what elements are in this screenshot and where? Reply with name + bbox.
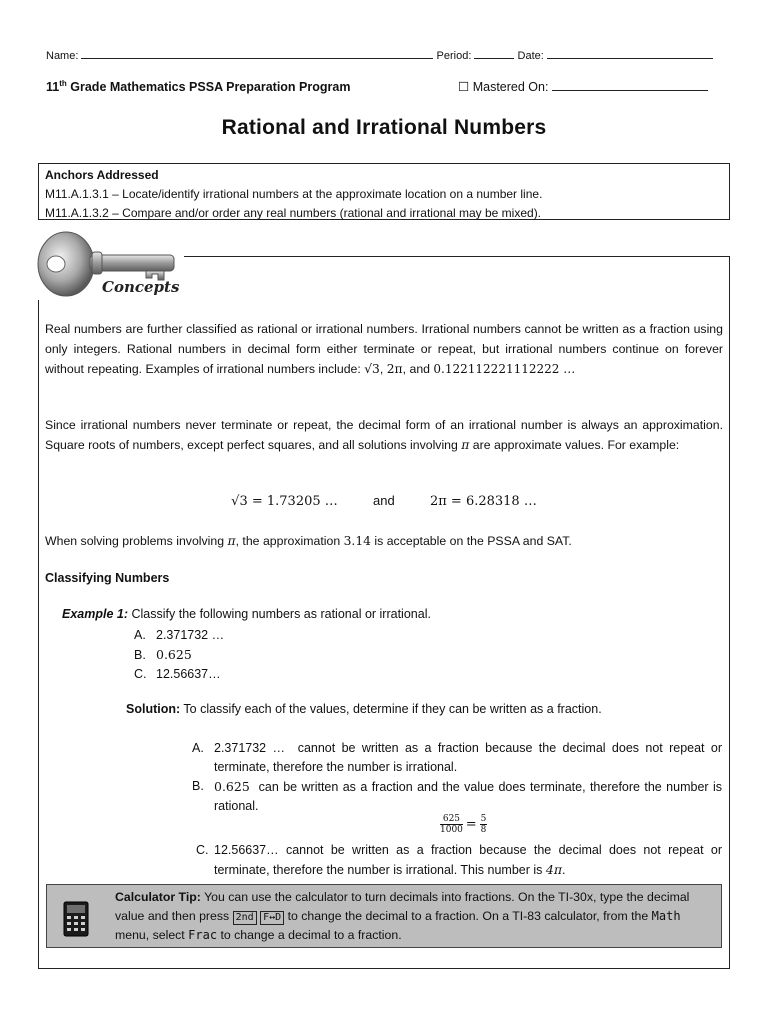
anchors-heading: Anchors Addressed xyxy=(45,168,159,182)
anchors-box xyxy=(38,163,730,220)
solution-b-text: can be written as a fraction and the value does terminate, therefore the number is rational. xyxy=(214,780,722,813)
fraction-numerator-2: 5 xyxy=(480,814,487,824)
mastered-checkbox[interactable]: ☐ xyxy=(458,80,470,94)
equation-and: and xyxy=(373,493,395,508)
para2-text: Since irrational numbers never terminate or repeat, the decimal form of an irrational number is always an approximation. Square roots of numbers, except perfect squares, and all solutions involving xyxy=(45,418,723,452)
anchor-item-1: M11.A.1.3.1 – Locate/identify irrational numbers at the approximate location on a number line. xyxy=(45,187,543,201)
paragraph-pi-approximation xyxy=(45,531,723,551)
name-line xyxy=(46,47,713,62)
date-label: Date: xyxy=(517,50,544,62)
solution-a-body xyxy=(214,739,722,777)
anchor-item-2: M11.A.1.3.2 – Compare and/or order any real numbers (rational and irrational may be mixed). xyxy=(45,206,542,220)
grade-suffix: th xyxy=(59,79,67,88)
list-item xyxy=(134,645,224,665)
mastered-label: Mastered On: xyxy=(472,80,549,94)
tip-math-menu: Math xyxy=(651,909,681,923)
paragraph-approximation xyxy=(45,415,723,455)
example-2pi: 2π xyxy=(386,362,403,376)
program-name: Grade Mathematics PSSA Preparation Program xyxy=(70,80,351,95)
fraction-denominator-1: 1000 xyxy=(440,825,463,835)
solution-a-value: 2.371732 … xyxy=(214,741,285,755)
tip-text4: to change a decimal to a fraction. xyxy=(220,928,402,942)
calculator-tip xyxy=(46,884,722,948)
item-value: 12.56637… xyxy=(156,667,221,681)
solution-c-4pi: 4π xyxy=(545,862,563,877)
pi-symbol: π xyxy=(461,438,470,452)
solution-c-period: . xyxy=(562,863,566,877)
period-blank[interactable] xyxy=(474,47,514,59)
approximation-equations xyxy=(0,493,768,509)
page-title: Rational and Irrational Numbers xyxy=(221,116,547,139)
solution-c-letter: C. xyxy=(196,843,209,857)
para1-text: Real numbers are further classified as rational or irrational numbers. Irrational numbers cannot be written as a fraction using only integers. Rational numbers in decimal form either terminate or repeat, but irrational numbers continue on forever without repeating. Examples of irrational numbers include: xyxy=(45,322,723,376)
fraction-denominator-2: 8 xyxy=(480,825,487,835)
solution-text: To classify each of the values, determine if they can be written as a fraction. xyxy=(183,702,602,716)
solution-c-text: cannot be written as a fraction because the decimal does not repeat or terminate, therefore the number is irrational. This number is xyxy=(214,843,722,877)
date-blank[interactable] xyxy=(547,47,713,59)
solution-c xyxy=(196,841,722,880)
tip-text2: to change the decimal to a fraction. On a TI-83 calculator, from the xyxy=(287,909,649,923)
tip-text3: menu, select xyxy=(115,928,185,942)
fraction-equals: = xyxy=(465,817,477,832)
para2-text2: are approximate values. For example: xyxy=(472,438,680,452)
list-item xyxy=(134,626,224,645)
item-value: 2.371732 … xyxy=(156,628,225,642)
item-value: 0.625 xyxy=(156,647,192,662)
period-label: Period: xyxy=(436,50,472,62)
concepts-label: Concepts xyxy=(102,278,180,296)
para1-and: , and xyxy=(402,362,430,376)
tip-frac: Frac xyxy=(188,928,218,942)
example-1-text: Classify the following numbers as rational or irrational. xyxy=(131,607,431,621)
name-label: Name: xyxy=(46,50,79,62)
para3-text1: When solving problems involving xyxy=(45,534,225,548)
calculator-icon xyxy=(63,901,89,937)
tip-text1: You can use the calculator to turn decimals into fractions. On the TI-30x, type the decimal value and then press xyxy=(115,890,690,923)
solution-b-body xyxy=(214,777,722,816)
name-blank[interactable] xyxy=(81,47,433,59)
solution-b-value: 0.625 xyxy=(214,779,250,794)
calculator-tip-text xyxy=(115,888,715,945)
key-2nd: 2nd xyxy=(233,911,257,925)
item-letter: C. xyxy=(134,667,147,681)
example-1-label: Example 1: xyxy=(62,607,129,621)
fraction-equation xyxy=(440,814,487,835)
item-letter: B. xyxy=(134,648,146,662)
sqrt3-approx: √3 = 1.73205 … xyxy=(231,494,338,509)
program-title xyxy=(46,79,350,94)
solution-b-letter: B. xyxy=(192,779,204,793)
para3-text3: is acceptable on the PSSA and SAT. xyxy=(374,534,572,548)
solution-a-text: cannot be written as a fraction because the decimal does not repeat or terminate, therefore the number is irrational. xyxy=(214,741,722,774)
solution-label: Solution: xyxy=(126,702,181,716)
para3-pi: π xyxy=(227,534,236,548)
solution-a-letter: A. xyxy=(192,741,204,755)
solution-a xyxy=(192,739,722,777)
2pi-approx: 2π = 6.28318 … xyxy=(429,494,537,509)
tip-label: Calculator Tip: xyxy=(115,890,201,904)
item-letter: A. xyxy=(134,628,146,642)
para3-text2: , the approximation xyxy=(235,534,341,548)
grade-number: 11 xyxy=(46,80,60,95)
solution-c-value: 12.56637… xyxy=(214,843,279,857)
mastered-on xyxy=(458,79,708,94)
approx-value: 3.14 xyxy=(343,534,371,548)
example-1-prompt xyxy=(62,607,431,621)
key-f-to-d: F↔D xyxy=(260,911,284,925)
solution-intro xyxy=(126,702,602,716)
fraction-numerator-1: 625 xyxy=(442,814,461,824)
solution-c-body xyxy=(214,841,722,880)
example-pattern-decimal: 0.122112221112222 … xyxy=(433,362,576,376)
example-1-list xyxy=(134,626,224,684)
list-item xyxy=(134,665,224,684)
mastered-blank[interactable] xyxy=(552,79,708,91)
solution-b xyxy=(192,777,722,816)
paragraph-irrational-definition: Real numbers are further classified as rational or irrational numbers. Irrational numbers cannot be written as a fraction using only integers. Rational numbers in decimal form either terminate or repeat, but irrational numbers continue on forever without repeating. Examples of irrational numbers include: √3, 2π, and 0.122112221112222 … xyxy=(45,322,723,376)
example-sqrt3: √3 xyxy=(364,362,380,376)
classifying-heading: Classifying Numbers xyxy=(45,571,170,585)
